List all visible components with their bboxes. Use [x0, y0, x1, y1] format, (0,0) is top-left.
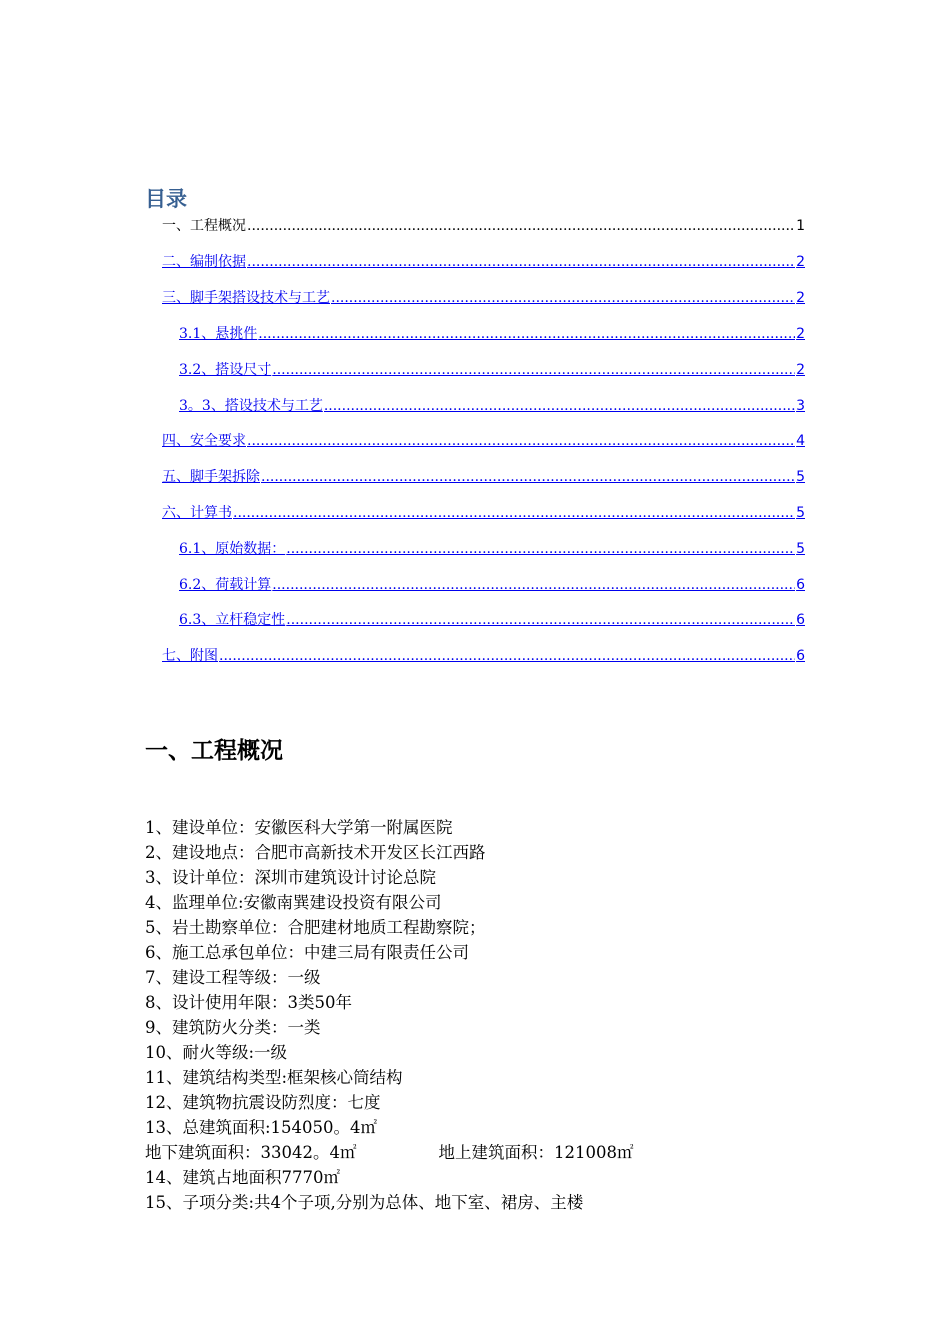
toc-leader [219, 644, 795, 668]
toc-entry-label: 五、脚手架拆除 [162, 469, 260, 485]
overview-item: 14、建筑占地面积7770㎡ [145, 1168, 340, 1187]
toc-entry-calculation[interactable] [162, 501, 805, 525]
toc-entry-label: 三、脚手架搭设技术与工艺 [162, 290, 330, 306]
toc-entry-label: 一、工程概况 [162, 218, 246, 234]
toc-leader [261, 465, 795, 489]
toc-entry-dimensions[interactable] [179, 358, 805, 382]
toc-entry-scaffold-technique[interactable] [162, 286, 805, 310]
toc-leader [247, 250, 795, 274]
toc-entry-label: 3.2、搭设尺寸 [179, 362, 272, 378]
toc-entry-label: 六、计算书 [162, 505, 232, 521]
toc-entry-label: 6.2、荷载计算 [179, 577, 272, 593]
toc-entry-label: 3。3、搭设技术与工艺 [179, 398, 323, 414]
toc-entry-technique-process[interactable] [179, 394, 805, 418]
overview-item: 13、总建筑面积:154050。4㎡ [145, 1118, 378, 1137]
toc-entry-safety[interactable] [162, 429, 805, 453]
toc-page-number: 3 [796, 398, 805, 414]
toc-entry-basis[interactable] [162, 250, 805, 274]
toc-leader [286, 537, 795, 561]
overview-item: 2、建设地点：合肥市高新技术开发区长江西路 [145, 843, 486, 862]
toc-page-number: 2 [796, 362, 805, 378]
overview-item: 3、设计单位：深圳市建筑设计讨论总院 [145, 868, 436, 887]
project-overview-list [145, 815, 825, 1215]
toc-entry-label: 6.3、立杆稳定性 [179, 612, 286, 628]
toc-entry-label: 6.1、原始数据： [179, 541, 286, 557]
toc-leader [247, 429, 795, 453]
toc-page-number: 5 [796, 505, 805, 521]
overview-item: 4、监理单位:安徽南巽建设投资有限公司 [145, 893, 442, 912]
toc-page-number: 2 [796, 326, 805, 342]
toc-page-number: 6 [796, 648, 805, 664]
toc-entry-dismantling[interactable] [162, 465, 805, 489]
overview-item: 6、施工总承包单位：中建三局有限责任公司 [145, 943, 469, 962]
toc-leader [272, 358, 795, 382]
aboveground-area: 地上建筑面积：121008㎡ [438, 1143, 634, 1162]
overview-item: 8、设计使用年限：3类50年 [145, 993, 352, 1012]
toc-page-number: 2 [796, 290, 805, 306]
overview-item: 7、建设工程等级：一级 [145, 968, 321, 987]
toc-leader [331, 286, 795, 310]
overview-item: 11、建筑结构类型:框架核心筒结构 [145, 1068, 403, 1087]
toc-page-number: 4 [796, 433, 805, 449]
underground-area: 地下建筑面积：33042。4㎡ [145, 1143, 357, 1162]
toc-entry-label: 七、附图 [162, 648, 218, 664]
toc-page-number: 1 [796, 218, 805, 234]
toc-entry-load-calculation[interactable] [179, 573, 805, 597]
overview-item: 1、建设单位：安徽医科大学第一附属医院 [145, 818, 453, 837]
toc-leader [272, 573, 795, 597]
toc-leader [258, 322, 795, 346]
toc-entry-label: 二、编制依据 [162, 254, 246, 270]
toc-page-number: 5 [796, 469, 805, 485]
overview-item: 9、建筑防火分类：一类 [145, 1018, 321, 1037]
toc-leader [247, 214, 795, 238]
toc-entry-pole-stability[interactable] [179, 608, 805, 632]
toc-entry-project-overview[interactable] [162, 214, 805, 238]
overview-item: 12、建筑物抗震设防烈度：七度 [145, 1093, 381, 1112]
area-breakdown-line [145, 1140, 825, 1165]
toc-leader [324, 394, 795, 418]
toc-entry-raw-data[interactable] [179, 537, 805, 561]
toc-page-number: 2 [796, 254, 805, 270]
toc-leader [233, 501, 795, 525]
overview-item: 5、岩土勘察单位：合肥建材地质工程勘察院； [145, 918, 486, 937]
toc-entry-attachments[interactable] [162, 644, 805, 668]
toc-page-number: 5 [796, 541, 805, 557]
toc-leader [286, 608, 795, 632]
toc-entry-label: 3.1、悬挑件 [179, 326, 258, 342]
toc-title: 目录 [145, 187, 187, 211]
overview-item: 10、耐火等级:一级 [145, 1043, 288, 1062]
toc-entry-label: 四、安全要求 [162, 433, 246, 449]
section-title: 一、工程概况 [145, 738, 283, 764]
overview-item: 15、子项分类:共4个子项,分别为总体、地下室、裙房、主楼 [145, 1193, 584, 1212]
toc-page-number: 6 [796, 612, 805, 628]
toc-entry-cantilever[interactable] [179, 322, 805, 346]
toc-page-number: 6 [796, 577, 805, 593]
